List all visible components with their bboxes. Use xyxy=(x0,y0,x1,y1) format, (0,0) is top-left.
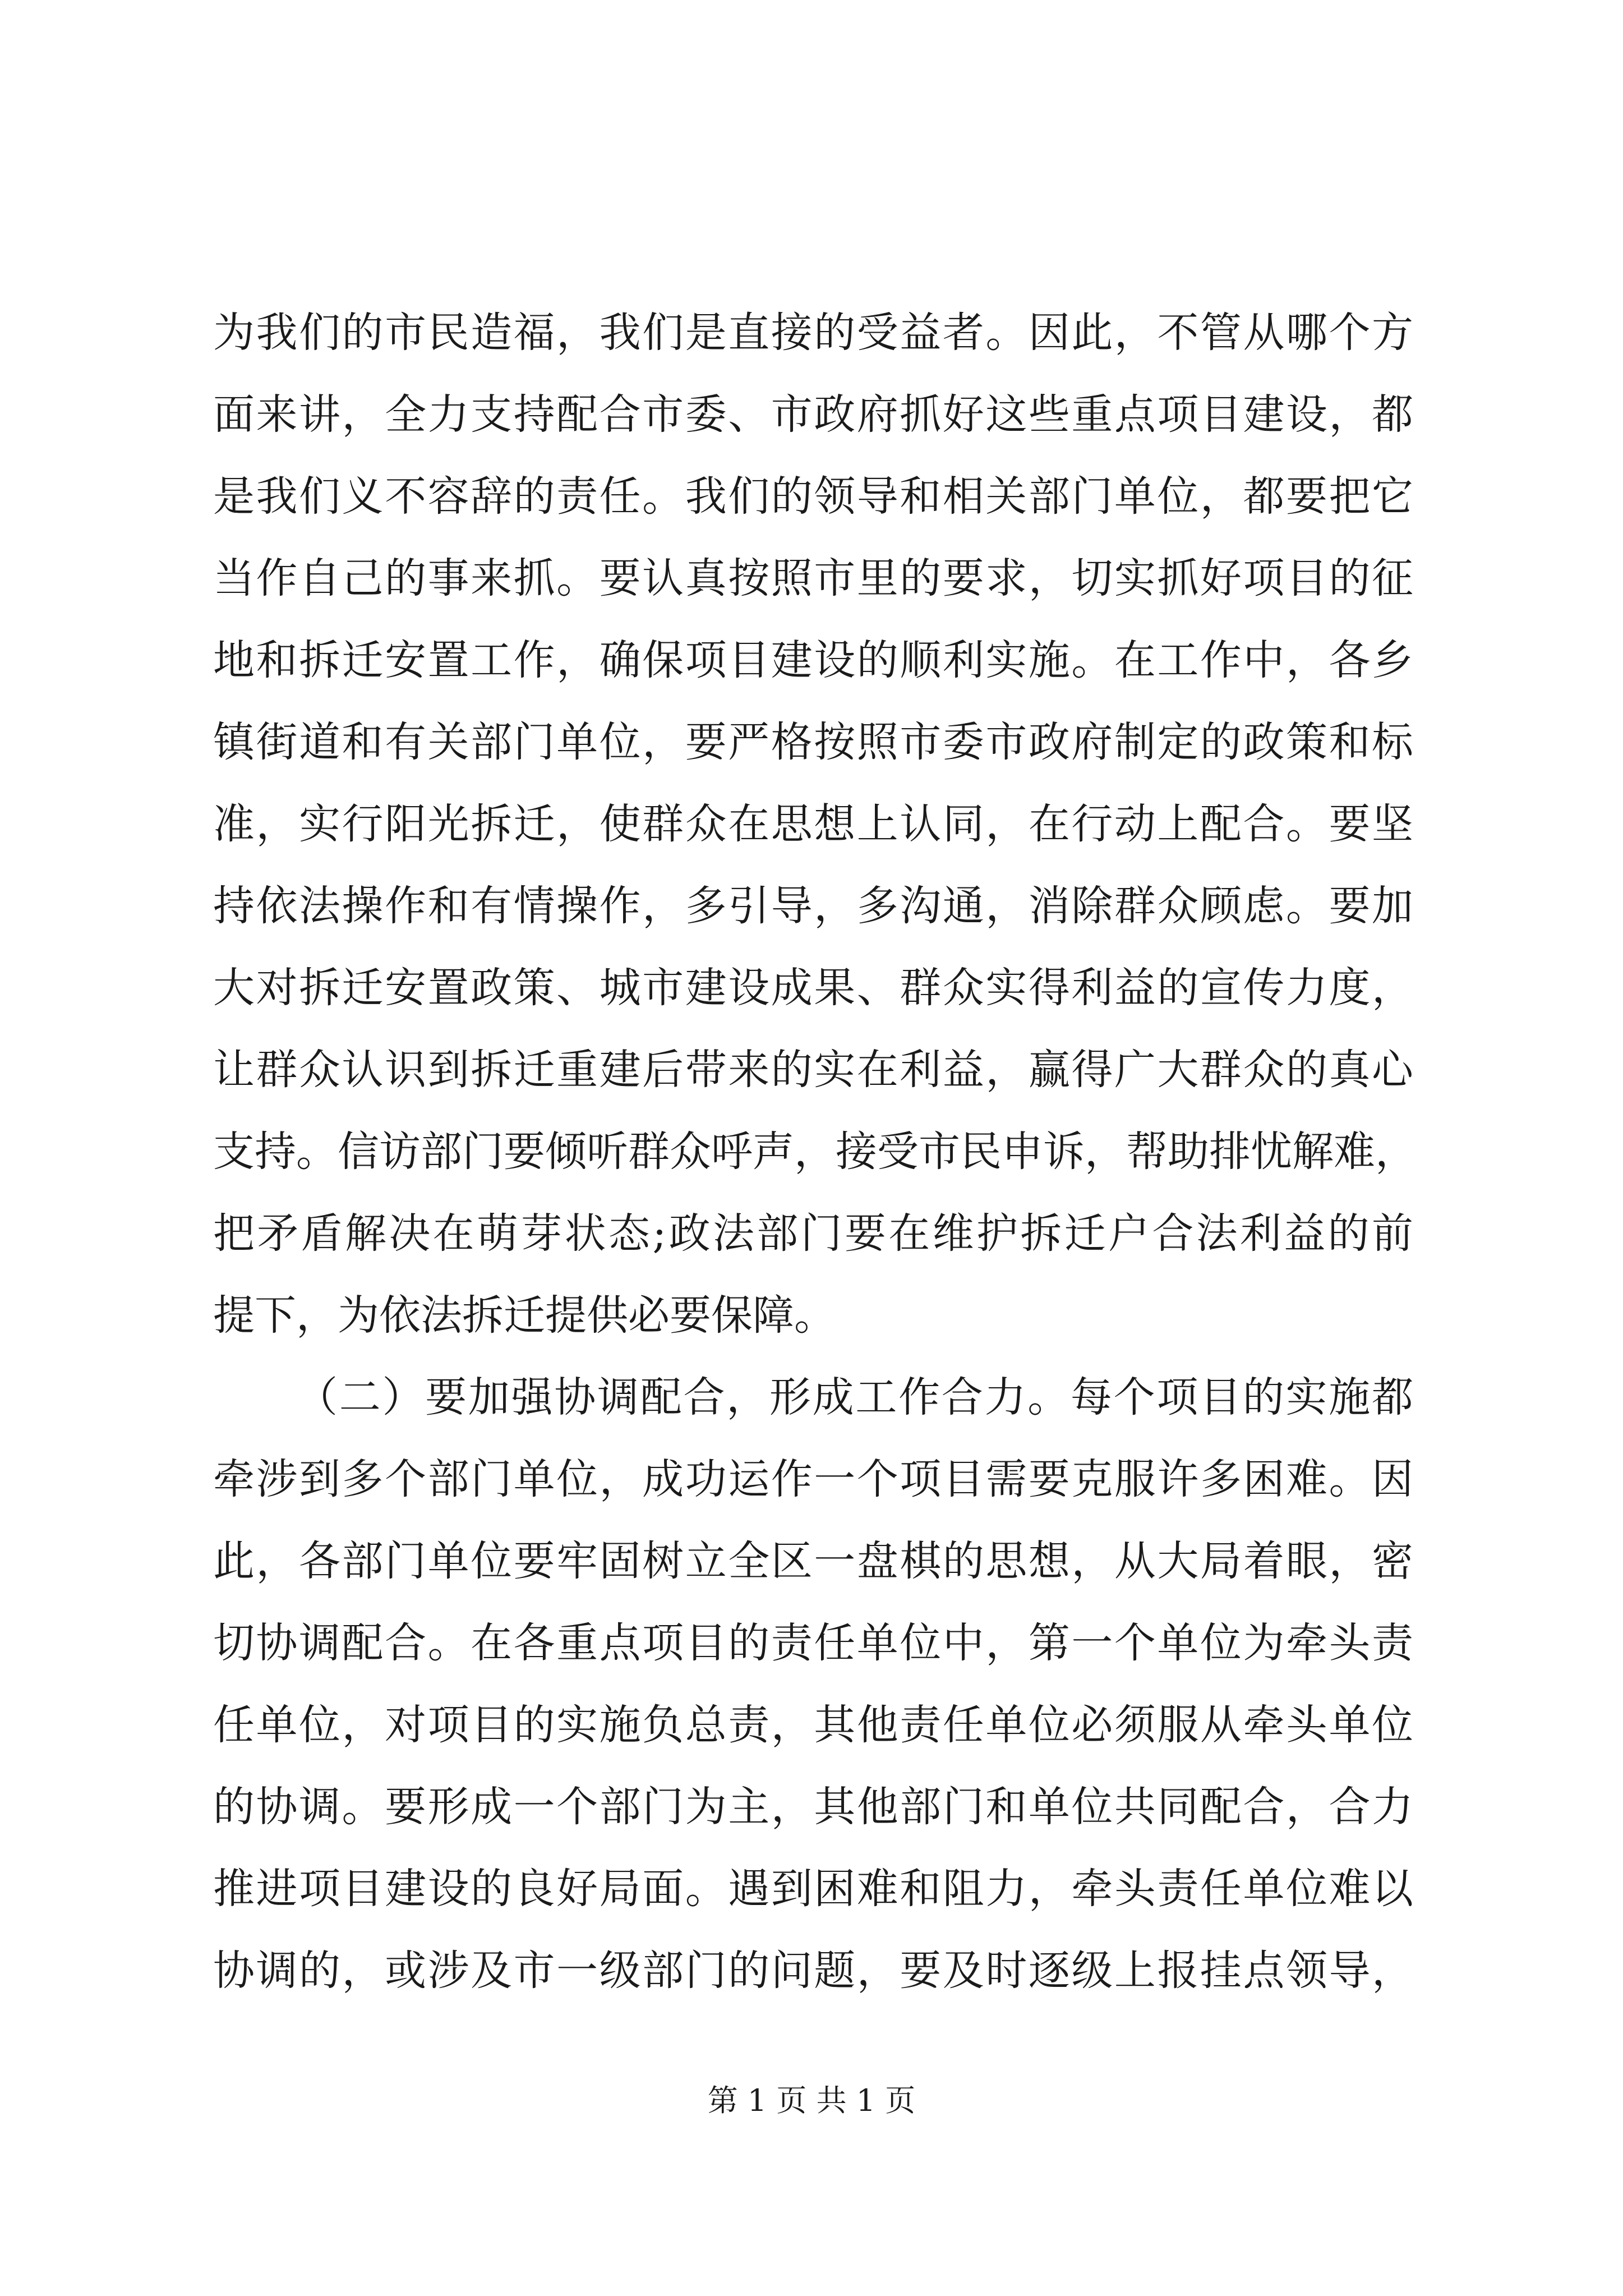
text-line: 让群众认识到拆迁重建后带来的实在利益，赢得广大群众的真心 xyxy=(213,1046,1413,1094)
text-line: 此，各部门单位要牢固树立全区一盘棋的思想，从大局着眼，密 xyxy=(213,1537,1413,1585)
text-line: 面来讲，全力支持配合市委、市政府抓好这些重点项目建设，都 xyxy=(213,390,1413,439)
text-line: 当作自己的事来抓。要认真按照市里的要求，切实抓好项目的征 xyxy=(213,554,1413,602)
text-line: 为我们的市民造福，我们是直接的受益者。因此，不管从哪个方 xyxy=(213,309,1413,357)
text-line: 持依法操作和有情操作，多引导，多沟通，消除群众顾虑。要加 xyxy=(213,882,1413,930)
text-line: 镇街道和有关部门单位，要严格按照市委市政府制定的政策和标 xyxy=(213,718,1413,766)
page-footer xyxy=(0,2081,1623,2120)
text-line: 任单位，对项目的实施负总责，其他责任单位必须服从牵头单位 xyxy=(213,1701,1413,1749)
text-line: 地和拆迁安置工作，确保项目建设的顺利实施。在工作中，各乡 xyxy=(213,636,1413,684)
text-line: 支持。信访部门要倾听群众呼声，接受市民申诉，帮助排忧解难， xyxy=(213,1128,1417,1176)
text-line: 推进项目建设的良好局面。遇到困难和阻力，牵头责任单位难以 xyxy=(213,1865,1413,1913)
text-line: 大对拆迁安置政策、城市建设成果、群众实得利益的宣传力度， xyxy=(213,964,1413,1012)
text-line: 把矛盾解决在萌芽状态;政法部门要在维护拆迁户合法利益的前 xyxy=(213,1209,1413,1258)
text-line: 的协调。要形成一个部门为主，其他部门和单位共同配合，合力 xyxy=(213,1783,1413,1831)
text-line: （二）要加强协调配合，形成工作合力。每个项目的实施都 xyxy=(296,1373,1413,1421)
text-line: 准，实行阳光拆迁，使群众在思想上认同，在行动上配合。要坚 xyxy=(213,800,1413,848)
text-line: 协调的，或涉及市一级部门的问题，要及时逐级上报挂点领导， xyxy=(213,1947,1413,1995)
document-body xyxy=(213,292,1417,2012)
text-line: 是我们义不容辞的责任。我们的领导和相关部门单位，都要把它 xyxy=(213,472,1413,521)
text-line: 提下，为依法拆迁提供必要保障。 xyxy=(213,1291,836,1340)
text-line: 牵涉到多个部门单位，成功运作一个项目需要克服许多困难。因 xyxy=(213,1455,1413,1503)
text-line: 切协调配合。在各重点项目的责任单位中，第一个单位为牵头责 xyxy=(213,1619,1413,1667)
page-number-label: 第 1 页 共 1 页 xyxy=(707,2083,916,2118)
